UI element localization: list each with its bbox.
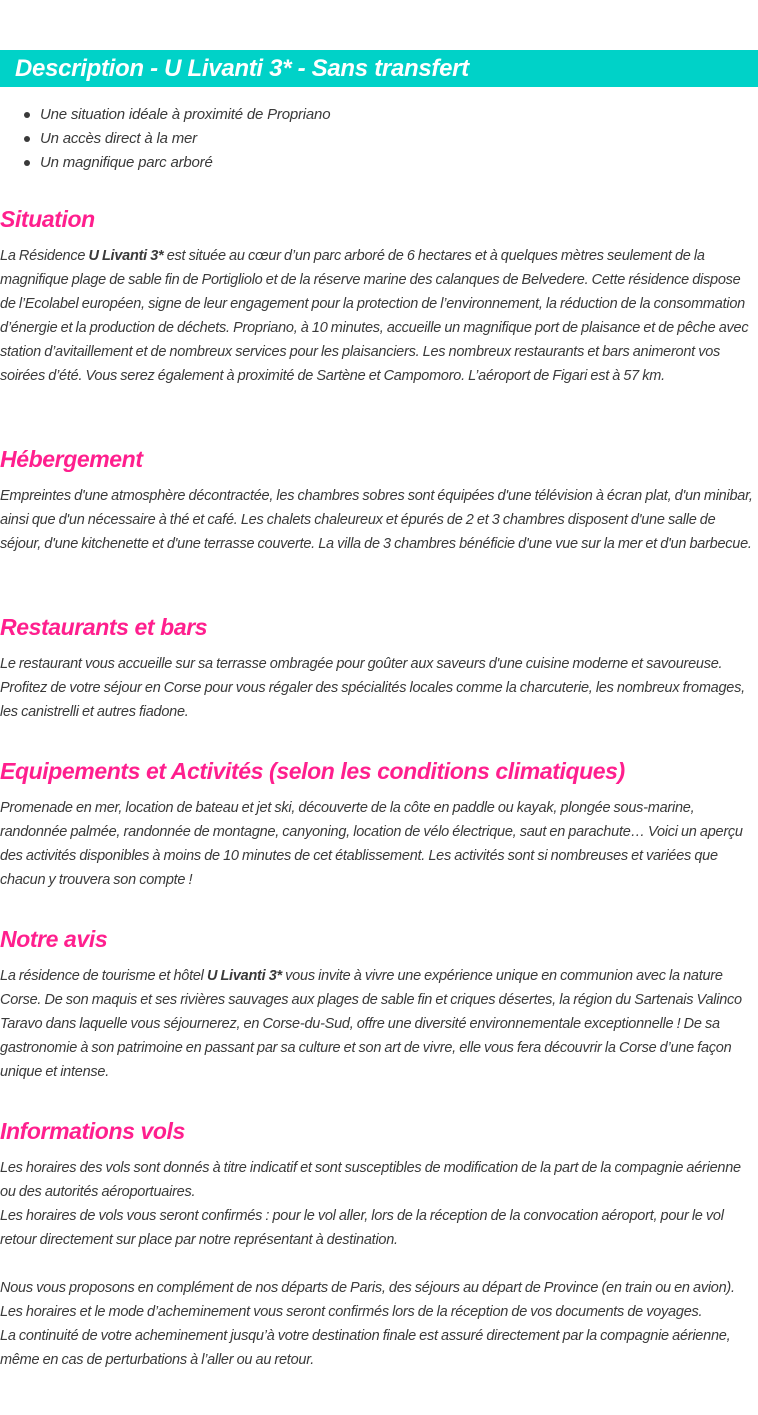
section-text: Les horaires de vols vous seront confirmés : pour le vol aller, lors de la réception de la convocation aéroport, pour le vol retour directement sur place par notre représentant à destination. xyxy=(0,1208,724,1248)
section-text: Les horaires et le mode d’acheminement vous seront confirmés lors de la réception de vos documents de voyages. xyxy=(0,1304,703,1320)
bullet-icon xyxy=(24,112,30,118)
section-text: Promenade en mer, location de bateau et jet ski, découverte de la côte en paddle ou kayak, plongée sous-marine, randonnée palmée, randonnée de montagne, canyoning, location de vélo électrique, saut en parachute… Voici un aperçu des activités disponibles à moins de 10 minutes de cet établissement. Les activités sont si nombreuses et variées que chacun y trouvera son compte ! xyxy=(0,800,743,888)
bullet-icon xyxy=(24,160,30,166)
section-text: La Résidence U Livanti 3* est située au cœur d’un parc arboré de 6 hectares et à quelques mètres seulement de la magnifique plage de sable fin de Portigliolo et de la réserve marine des calanques de Belvedere. Cette résidence dispose de l’Ecolabel européen, signe de leur engagement pour la protection de l’environnement, la réduction de la consommation d’énergie et la production de déchets. Propriano, à 10 minutes, accueille un magnifique port de plaisance et de pêche avec station d’avitaillement et de nombreux services pour les plaisanciers. Les nombreux restaurants et bars animeront vos soirées d’été. Vous serez également à proximité de Sartène et Campomoro. L’aéroport de Figari est à 57 km. xyxy=(0,248,749,384)
section-text: Les horaires des vols sont donnés à titre indicatif et sont susceptibles de modification de la part de la compagnie aérienne ou des autorités aéroportuaires. xyxy=(0,1160,741,1200)
section-text: Empreintes d'une atmosphère décontractée, les chambres sobres sont équipées d'une télévision à écran plat, d'un minibar, ainsi que d'un nécessaire à thé et café. Les chalets chaleureux et épurés de 2 et 3 chambres disposent d'une salle de séjour, d'une kitchenette et d'une terrasse couverte. La villa de 3 chambres bénéficie d'une vue sur la mer et d'un barbecue. xyxy=(0,488,753,552)
section-hebergement xyxy=(0,444,758,556)
hotel-name: U Livanti 3* xyxy=(206,968,282,984)
section-equipements xyxy=(0,756,758,892)
section-heading: Informations vols xyxy=(0,1118,185,1144)
section-restaurants xyxy=(0,612,758,724)
bullet-icon xyxy=(24,136,30,142)
list-item: Une situation idéale à proximité de Propriano xyxy=(24,103,330,127)
section-heading: Restaurants et bars xyxy=(0,614,208,640)
list-item: Un magnifique parc arboré xyxy=(24,151,330,175)
page-title: Description - U Livanti 3* - Sans transfert xyxy=(15,54,469,82)
section-informations-vols xyxy=(0,1116,758,1372)
section-text: La continuité de votre acheminement jusqu’à votre destination finale est assuré directement par la compagnie aérienne, même en cas de perturbations à l’aller ou au retour. xyxy=(0,1328,731,1368)
section-heading: Situation xyxy=(0,206,95,232)
description-header-bar xyxy=(0,50,758,87)
section-heading: Equipements et Activités (selon les conditions climatiques) xyxy=(0,758,625,784)
section-heading: Notre avis xyxy=(0,926,108,952)
highlights-list xyxy=(24,103,330,175)
section-situation xyxy=(0,204,758,388)
section-text: La résidence de tourisme et hôtel U Livanti 3* vous invite à vivre une expérience unique en communion avec la nature Corse. De son maquis et ses rivières sauvages aux plages de sable fin et criques désertes, la région du Sartenais Valinco Taravo dans laquelle vous séjournerez, en Corse-du-Sud, offre une diversité environnementale exceptionnelle ! De sa gastronomie à son patrimoine en passant par sa culture et son art de vivre, elle vous fera découvrir la Corse d’une façon unique et intense. xyxy=(0,968,742,1080)
hotel-name: U Livanti 3* xyxy=(88,248,164,264)
section-notre-avis xyxy=(0,924,758,1084)
list-item: Un accès direct à la mer xyxy=(24,127,330,151)
section-text: Le restaurant vous accueille sur sa terrasse ombragée pour goûter aux saveurs d'une cuisine moderne et savoureuse. Profitez de votre séjour en Corse pour vous régaler des spécialités locales comme la charcuterie, les nombreux fromages, les canistrelli et autres fiadone. xyxy=(0,656,745,720)
section-text: Nous vous proposons en complément de nos départs de Paris, des séjours au départ de Province (en train ou en avion). xyxy=(0,1280,735,1296)
section-heading: Hébergement xyxy=(0,446,143,472)
